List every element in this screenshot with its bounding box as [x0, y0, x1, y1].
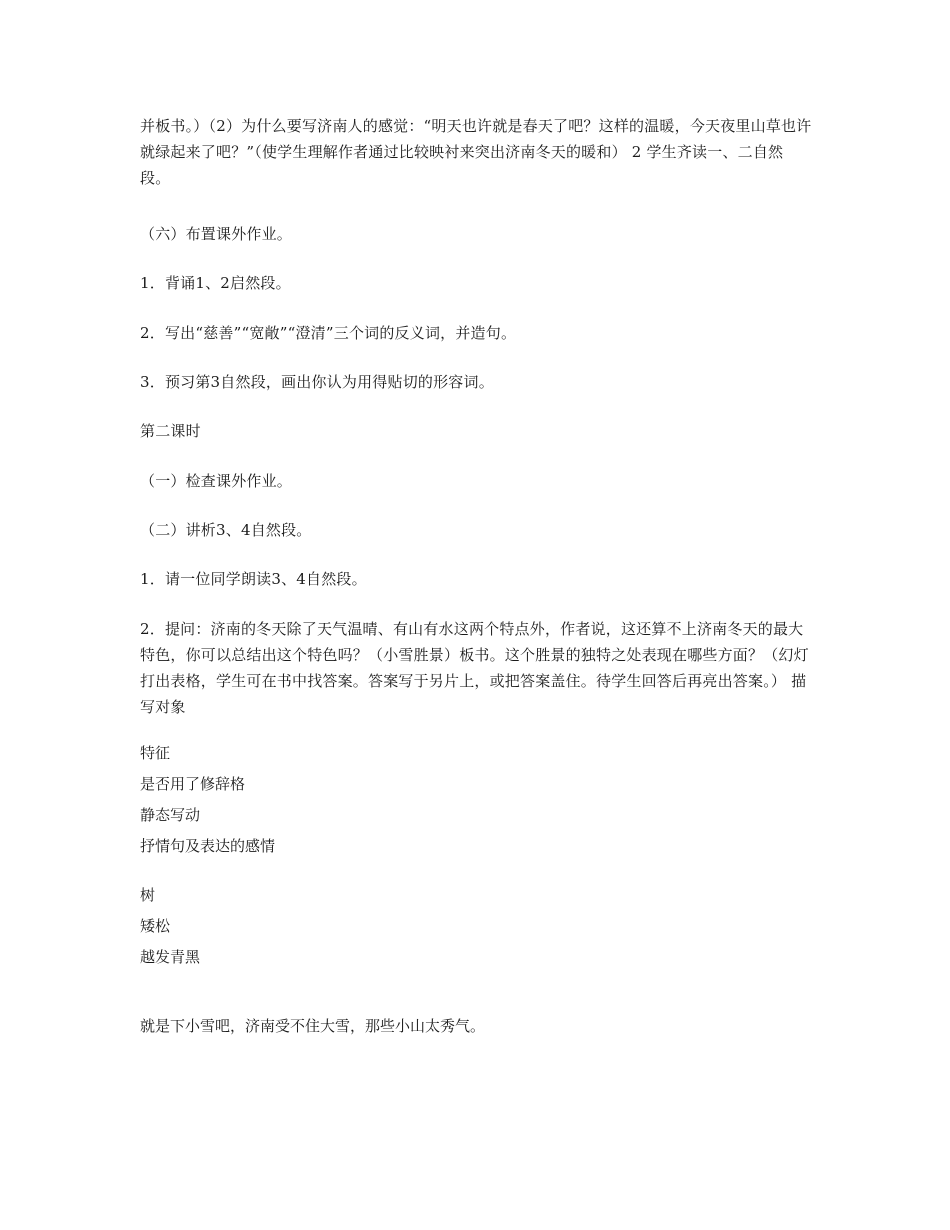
homework-item-1: 1．背诵1、2启然段。: [140, 274, 291, 292]
question-paragraph: 2．提问：济南的冬天除了天气温晴、有山有水这两个特点外，作者说，这还算不上济南冬天的最大特色，你可以总结出这个特色吗？（小雪胜景）板书。这个胜景的独特之处表现在哪些方面？（幻灯打出表格，学生可在书中找答案。答案写于另片上，或把答案盖住。待学生回答后再亮出答案。） 描写对象: [140, 620, 809, 716]
table-header-static-motion: 静态写动: [140, 806, 201, 824]
reading-step: 1．请一位同学朗读3、4自然段。: [140, 570, 367, 588]
paragraph-homework-heading: （六）布置课外作业。: [140, 225, 293, 243]
table-cell-pine: 矮松: [140, 917, 171, 935]
homework-item-2: 2．写出“慈善”“宽敞”“澄清”三个词的反义词，并造句。: [140, 324, 517, 342]
analysis-heading: （二）讲析3、4自然段。: [140, 521, 312, 539]
table-header-feature: 特征: [140, 744, 171, 762]
table-cell-darker-green: 越发青黑: [140, 948, 201, 966]
table-cell-tree: 树: [140, 886, 156, 904]
check-homework-heading: （一）检查课外作业。: [140, 472, 293, 490]
table-header-lyric: 抒情句及表达的感情: [140, 837, 276, 855]
table-header-rhetoric: 是否用了修辞格: [140, 775, 246, 793]
second-lesson-heading: 第二课时: [140, 422, 201, 440]
paragraph-guiding-questions: 并板书。）（2）为什么要写济南人的感觉：“明天也许就是春天了吧？这样的温暖，今天夜里山草也许就绿起来了吧？”（使学生理解作者通过比较映衬来突出济南冬天的暖和） 2 学生齐读一、二自然段。: [140, 117, 812, 187]
homework-item-3: 3．预习第3自然段，画出你认为用得贴切的形容词。: [140, 373, 494, 391]
closing-sentence: 就是下小雪吧，济南受不住大雪，那些小山太秀气。: [140, 1017, 486, 1035]
